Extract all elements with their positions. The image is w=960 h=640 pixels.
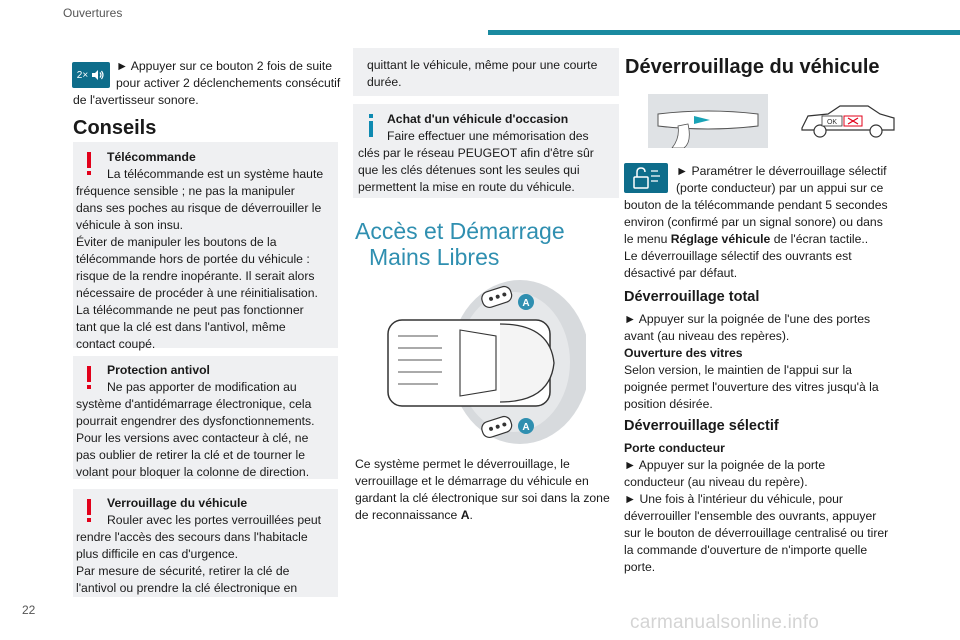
section-title-line-2: Mains Libres <box>369 244 500 270</box>
info-line: que les clés détenues sont les seules qui <box>358 163 580 177</box>
tip-title: Verrouillage du véhicule <box>107 496 248 510</box>
tip-box-verrouillage <box>73 489 338 597</box>
tip-title: Protection antivol <box>107 363 210 377</box>
step-line: avant (au niveau des repères). <box>624 329 790 343</box>
step-line: sur le bouton de déverrouillage centralisé ou tirer <box>624 526 889 540</box>
tip-line: Ne pas apporter de modification au <box>107 380 297 394</box>
total-unlock-heading: Déverrouillage total <box>624 289 760 305</box>
tip-line: Pour les versions avec contacteur à clé, ne <box>76 431 309 445</box>
step-line: environ (confirmé par un signal sonore) ou dans <box>624 215 883 229</box>
windows-subtitle: Ouverture des vitres <box>624 346 743 360</box>
tip-line: tant que la clé est dans l'antivol, même <box>76 320 286 334</box>
tip-line: pourrait engendrer des dysfonctionnements. <box>76 414 315 428</box>
page-number: 22 <box>22 603 36 617</box>
step-line: ► Appuyer sur la poignée de l'une des portes <box>624 312 871 326</box>
tip-line: véhicule à son insu. <box>76 218 184 232</box>
step-line: Selon version, le maintien de l'appui sur la <box>624 363 852 377</box>
ok-label: OK <box>826 119 838 126</box>
tip-line: dans ses poches au risque de déverrouiller le <box>76 201 322 215</box>
step-line: déverrouiller l'ensemble des ouvrants, appuyer <box>624 509 877 523</box>
tip-box-continued <box>353 48 619 96</box>
intro-line-3: de l'avertisseur sonore. <box>73 93 199 107</box>
tip-box-antivol <box>73 356 338 479</box>
body-line-last <box>355 507 473 524</box>
info-box-occasion <box>353 104 619 198</box>
step-line: ► Paramétrer le déverrouillage sélectif <box>676 164 887 178</box>
tip-line: pas oublier de retirer la clé et de tourner le <box>76 448 305 462</box>
body-line: Ce système permet le déverrouillage, le <box>355 457 570 471</box>
hands-free-zone-illustration <box>380 278 586 446</box>
watermark: carmanualsonline.info <box>630 612 820 633</box>
step-line: ► Une fois à l'intérieur du véhicule, pour <box>624 492 843 506</box>
step-line: poignée permet l'ouverture des vitres jusqu'à la <box>624 380 879 394</box>
conseils-heading: Conseils <box>73 117 157 139</box>
info-line: permettent la mise en route du véhicule. <box>358 180 575 194</box>
step-line: bouton de la télécommande pendant 5 secondes <box>624 198 888 212</box>
padlock-open-icon <box>624 163 668 193</box>
tip-line: risque de la rendre inopérante. Il serait alors <box>76 269 315 283</box>
body-text: de reconnaissance <box>355 508 461 522</box>
info-line: clés par le réseau PEUGEOT afin d'être sûr <box>358 146 594 160</box>
header-accent-bar <box>488 30 960 35</box>
body-text: de l'écran tactile.. <box>770 232 869 246</box>
tip-title: Télécommande <box>107 150 196 164</box>
unlock-heading: Déverrouillage du véhicule <box>625 56 880 78</box>
door-handle-illustration <box>648 94 768 148</box>
info-line: Faire effectuer une mémorisation des <box>387 129 589 143</box>
intro-line-1: ► Appuyer sur ce bouton 2 fois de suite <box>116 59 332 73</box>
tip-line: Par mesure de sécurité, retirer la clé de <box>76 564 290 578</box>
warning-icon <box>87 366 91 390</box>
tip-line: fréquence sensible ; ne pas la manipuler <box>76 184 295 198</box>
section-header: Ouvertures <box>63 6 123 20</box>
tip-line: Éviter de manipuler les boutons de la <box>76 235 277 249</box>
tip-line: La télécommande est un système haute <box>107 167 324 181</box>
tip-line: télécommande hors de portée du véhicule : <box>76 252 310 266</box>
tip-line: La télécommande ne peut pas fonctionner <box>76 303 304 317</box>
tip-line: système d'antidémarrage électronique, cela <box>76 397 312 411</box>
double-press-button-icon <box>72 62 110 88</box>
step-line: (porte conducteur) par un appui sur ce <box>676 181 884 195</box>
tip-line: plus difficile en cas d'urgence. <box>76 547 238 561</box>
warning-icon <box>87 499 91 523</box>
body-line: verrouillage et le démarrage du véhicule en <box>355 474 589 488</box>
zone-label-a: A <box>522 422 530 433</box>
unlock-button-icon <box>624 163 668 193</box>
tip-line: l'antivol ou prendre la clé électronique en <box>76 581 298 595</box>
tip-line: Rouler avec les portes verrouillées peut <box>107 513 322 527</box>
step-line: porte. <box>624 560 656 574</box>
tip-line: durée. <box>367 75 402 89</box>
tip-line: nécessaire de procéder à une réinitialisation. <box>76 286 318 300</box>
tip-line: volant pour bloquer la colonne de direction. <box>76 465 310 479</box>
step-line: conducteur (au niveau du repère). <box>624 475 808 489</box>
zone-ref: A <box>460 508 470 522</box>
driver-door-subtitle: Porte conducteur <box>624 441 725 455</box>
speaker-icon <box>91 69 105 81</box>
body-text: . <box>469 508 473 522</box>
step-line: position désirée. <box>624 397 713 411</box>
info-title: Achat d'un véhicule d'occasion <box>387 112 569 126</box>
intro-line-2: pour activer 2 déclenchements consécutif <box>116 76 341 90</box>
tip-line: rendre l'accès des secours dans l'habitacle <box>76 530 308 544</box>
warning-icon <box>87 152 91 176</box>
body-line: gardant la clé électronique sur soi dans la zone <box>355 491 610 505</box>
icon-2x-label: 2× <box>76 69 89 81</box>
tip-box-telecommande <box>73 142 338 351</box>
info-icon <box>369 114 373 138</box>
section-title-line-1: Accès et Démarrage <box>355 218 565 244</box>
body-text: le menu <box>624 232 671 246</box>
step-line: ► Appuyer sur la poignée de la porte <box>624 458 826 472</box>
zone-label-a: A <box>522 298 530 309</box>
step-line: désactivé par défaut. <box>624 266 738 280</box>
step-menu-line <box>624 231 868 248</box>
selective-unlock-heading: Déverrouillage sélectif <box>624 418 779 434</box>
tip-line: contact coupé. <box>76 337 156 351</box>
step-line: Le déverrouillage sélectif des ouvrants est <box>624 249 852 263</box>
step-line: la commande d'ouverture de n'importe quelle <box>624 543 868 557</box>
car-ok-illustration <box>798 102 898 140</box>
menu-name: Réglage véhicule <box>670 232 771 246</box>
tip-line: quittant le véhicule, même pour une courte <box>367 58 598 72</box>
